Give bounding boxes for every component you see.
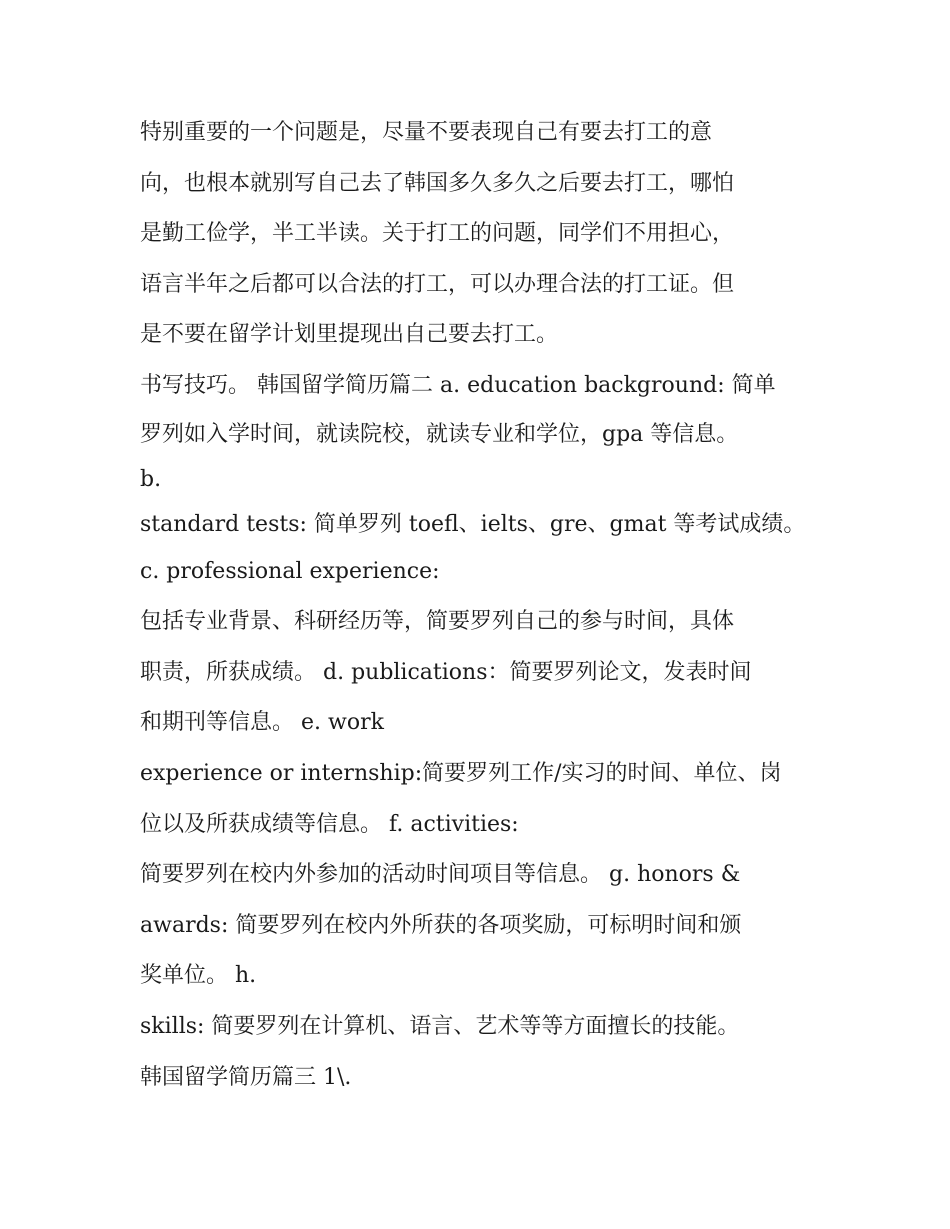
document-body [140,108,820,1103]
text-line: b. [140,466,162,492]
text-line: 向，也根本就别写自己去了韩国多久多久之后要去打工，哪怕 [140,170,735,196]
text-line: 是不要在留学计划里提现出自己要去打工。 [140,322,559,348]
text-line: 奖单位。 h. [140,963,257,989]
text-line: 位以及所获成绩等信息。 f. activities: [140,811,519,837]
text-line: 韩国留学简历篇三 1\. [140,1064,352,1090]
text-line: 语言半年之后都可以合法的打工，可以办理合法的打工证。但 [140,271,735,297]
text-line: 罗列如入学时间，就读院校，就读专业和学位，gpa 等信息。 [140,421,739,447]
text-line: 和期刊等信息。 e. work [140,710,384,736]
text-line: 包括专业背景、科研经历等，简要罗列自己的参与时间，具体 [140,609,735,635]
text-line: experience or internship:简要罗列工作/实习的时间、单位、岗 [140,760,782,786]
text-line: 书写技巧。 韩国留学简历篇二 a. education background: 简单 [140,372,776,398]
text-line: 特别重要的一个问题是，尽量不要表现自己有要去打工的意 [140,120,713,145]
text-line: awards: 简要罗列在校内外所获的各项奖励，可标明时间和颁 [140,912,742,938]
text-line: 是勤工俭学，半工半读。关于打工的问题，同学们不用担心， [140,221,735,247]
text-line: 职责，所获成绩。 d. publications：简要罗列论文，发表时间 [140,659,752,685]
text-line: c. professional experience: [140,558,440,584]
text-line: 简要罗列在校内外参加的活动时间项目等信息。 g. honors & [140,862,741,888]
text-line: standard tests: 简单罗列 toefl、ielts、gre、gmat 等考试成绩。 [140,511,806,537]
text-line: skills: 简要罗列在计算机、语言、艺术等等方面擅长的技能。 [140,1013,740,1039]
